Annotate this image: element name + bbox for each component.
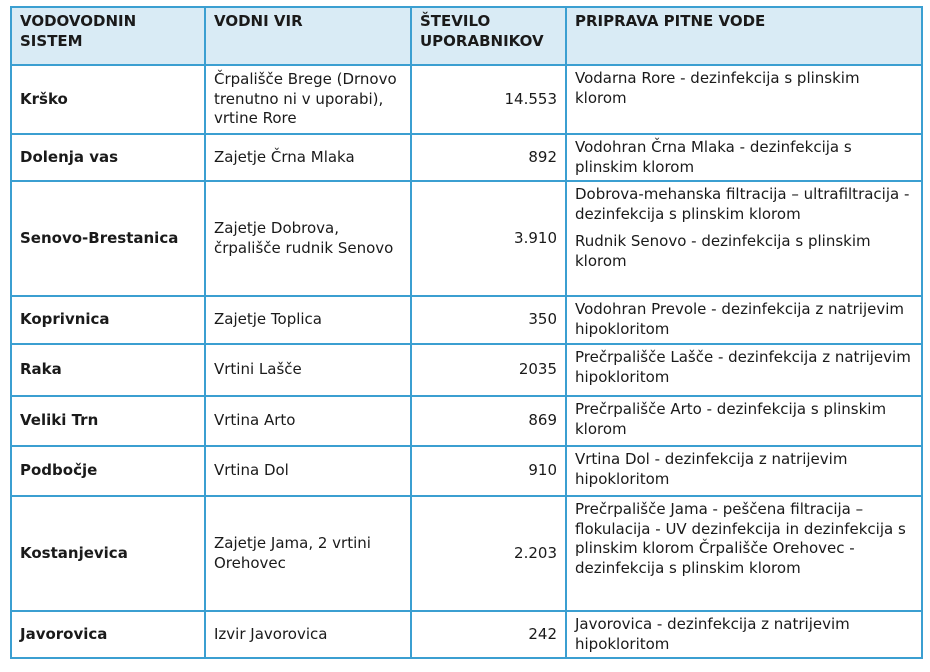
treatment-text: Prečrpališče Jama - peščena filtracija – flokulacija - UV dezinfekcija in dezinfekcija s plinskim klorom Črpališče Orehovec - dezinfekcija s plinskim klorom (575, 500, 906, 577)
source-cell: Zajetje Jama, 2 vrtini Orehovec (205, 496, 411, 611)
table-row (11, 181, 922, 296)
treatment-cell (566, 181, 922, 296)
treatment-cell (566, 65, 922, 134)
users-cell: 242 (411, 611, 566, 658)
table-row (11, 611, 922, 658)
treatment-text: Vodarna Rore - dezinfekcija s plinskim klorom (575, 69, 860, 107)
system-cell: Javorovica (11, 611, 205, 658)
treatment-cell (566, 611, 922, 658)
treatment-cell (566, 496, 922, 611)
system-cell: Krško (11, 65, 205, 134)
table-row (11, 65, 922, 134)
users-cell: 2.203 (411, 496, 566, 611)
source-cell: Zajetje Dobrova, črpališče rudnik Senovo (205, 181, 411, 296)
treatment-text: Vodohran Prevole - dezinfekcija z natrijevim hipokloritom (575, 300, 905, 338)
source-cell: Vrtina Arto (205, 396, 411, 446)
users-cell: 2035 (411, 344, 566, 396)
header-system: VODOVODNIN SISTEM (11, 7, 205, 65)
users-cell: 869 (411, 396, 566, 446)
header-row (11, 7, 922, 65)
users-cell: 14.553 (411, 65, 566, 134)
source-cell: Zajetje Toplica (205, 296, 411, 344)
table-row (11, 446, 922, 496)
source-cell: Vrtini Lašče (205, 344, 411, 396)
users-cell: 350 (411, 296, 566, 344)
system-cell: Veliki Trn (11, 396, 205, 446)
system-cell: Podbočje (11, 446, 205, 496)
table-row (11, 396, 922, 446)
treatment-cell (566, 344, 922, 396)
table-row (11, 344, 922, 396)
treatment-text: Vodohran Črna Mlaka - dezinfekcija s plinskim klorom (575, 138, 852, 176)
treatment-cell (566, 134, 922, 181)
header-source: VODNI VIR (205, 7, 411, 65)
table-row (11, 496, 922, 611)
source-cell: Črpališče Brege (Drnovo trenutno ni v uporabi), vrtine Rore (205, 65, 411, 134)
system-cell: Koprivnica (11, 296, 205, 344)
system-cell: Dolenja vas (11, 134, 205, 181)
system-cell: Raka (11, 344, 205, 396)
header-users: ŠTEVILO UPORABNIKOV (411, 7, 566, 65)
users-cell: 892 (411, 134, 566, 181)
water-supply-table (10, 6, 923, 659)
treatment-text: Javorovica - dezinfekcija z natrijevim hipokloritom (575, 615, 850, 653)
treatment-text: Rudnik Senovo - dezinfekcija s plinskim klorom (575, 232, 871, 270)
source-cell: Zajetje Črna Mlaka (205, 134, 411, 181)
treatment-text: Prečrpališče Lašče - dezinfekcija z natrijevim hipokloritom (575, 348, 911, 386)
system-cell: Senovo-Brestanica (11, 181, 205, 296)
treatment-cell (566, 296, 922, 344)
treatment-text: Dobrova-mehanska filtracija – ultrafiltracija - dezinfekcija s plinskim klorom (575, 185, 910, 223)
header-treatment: PRIPRAVA PITNE VODE (566, 7, 922, 65)
treatment-cell (566, 396, 922, 446)
treatment-text: Vrtina Dol - dezinfekcija z natrijevim hipokloritom (575, 450, 848, 488)
source-cell: Vrtina Dol (205, 446, 411, 496)
treatment-cell (566, 446, 922, 496)
users-cell: 3.910 (411, 181, 566, 296)
treatment-text: Prečrpališče Arto - dezinfekcija s plinskim klorom (575, 400, 887, 438)
users-cell: 910 (411, 446, 566, 496)
table-row (11, 296, 922, 344)
system-cell: Kostanjevica (11, 496, 205, 611)
table-row (11, 134, 922, 181)
source-cell: Izvir Javorovica (205, 611, 411, 658)
